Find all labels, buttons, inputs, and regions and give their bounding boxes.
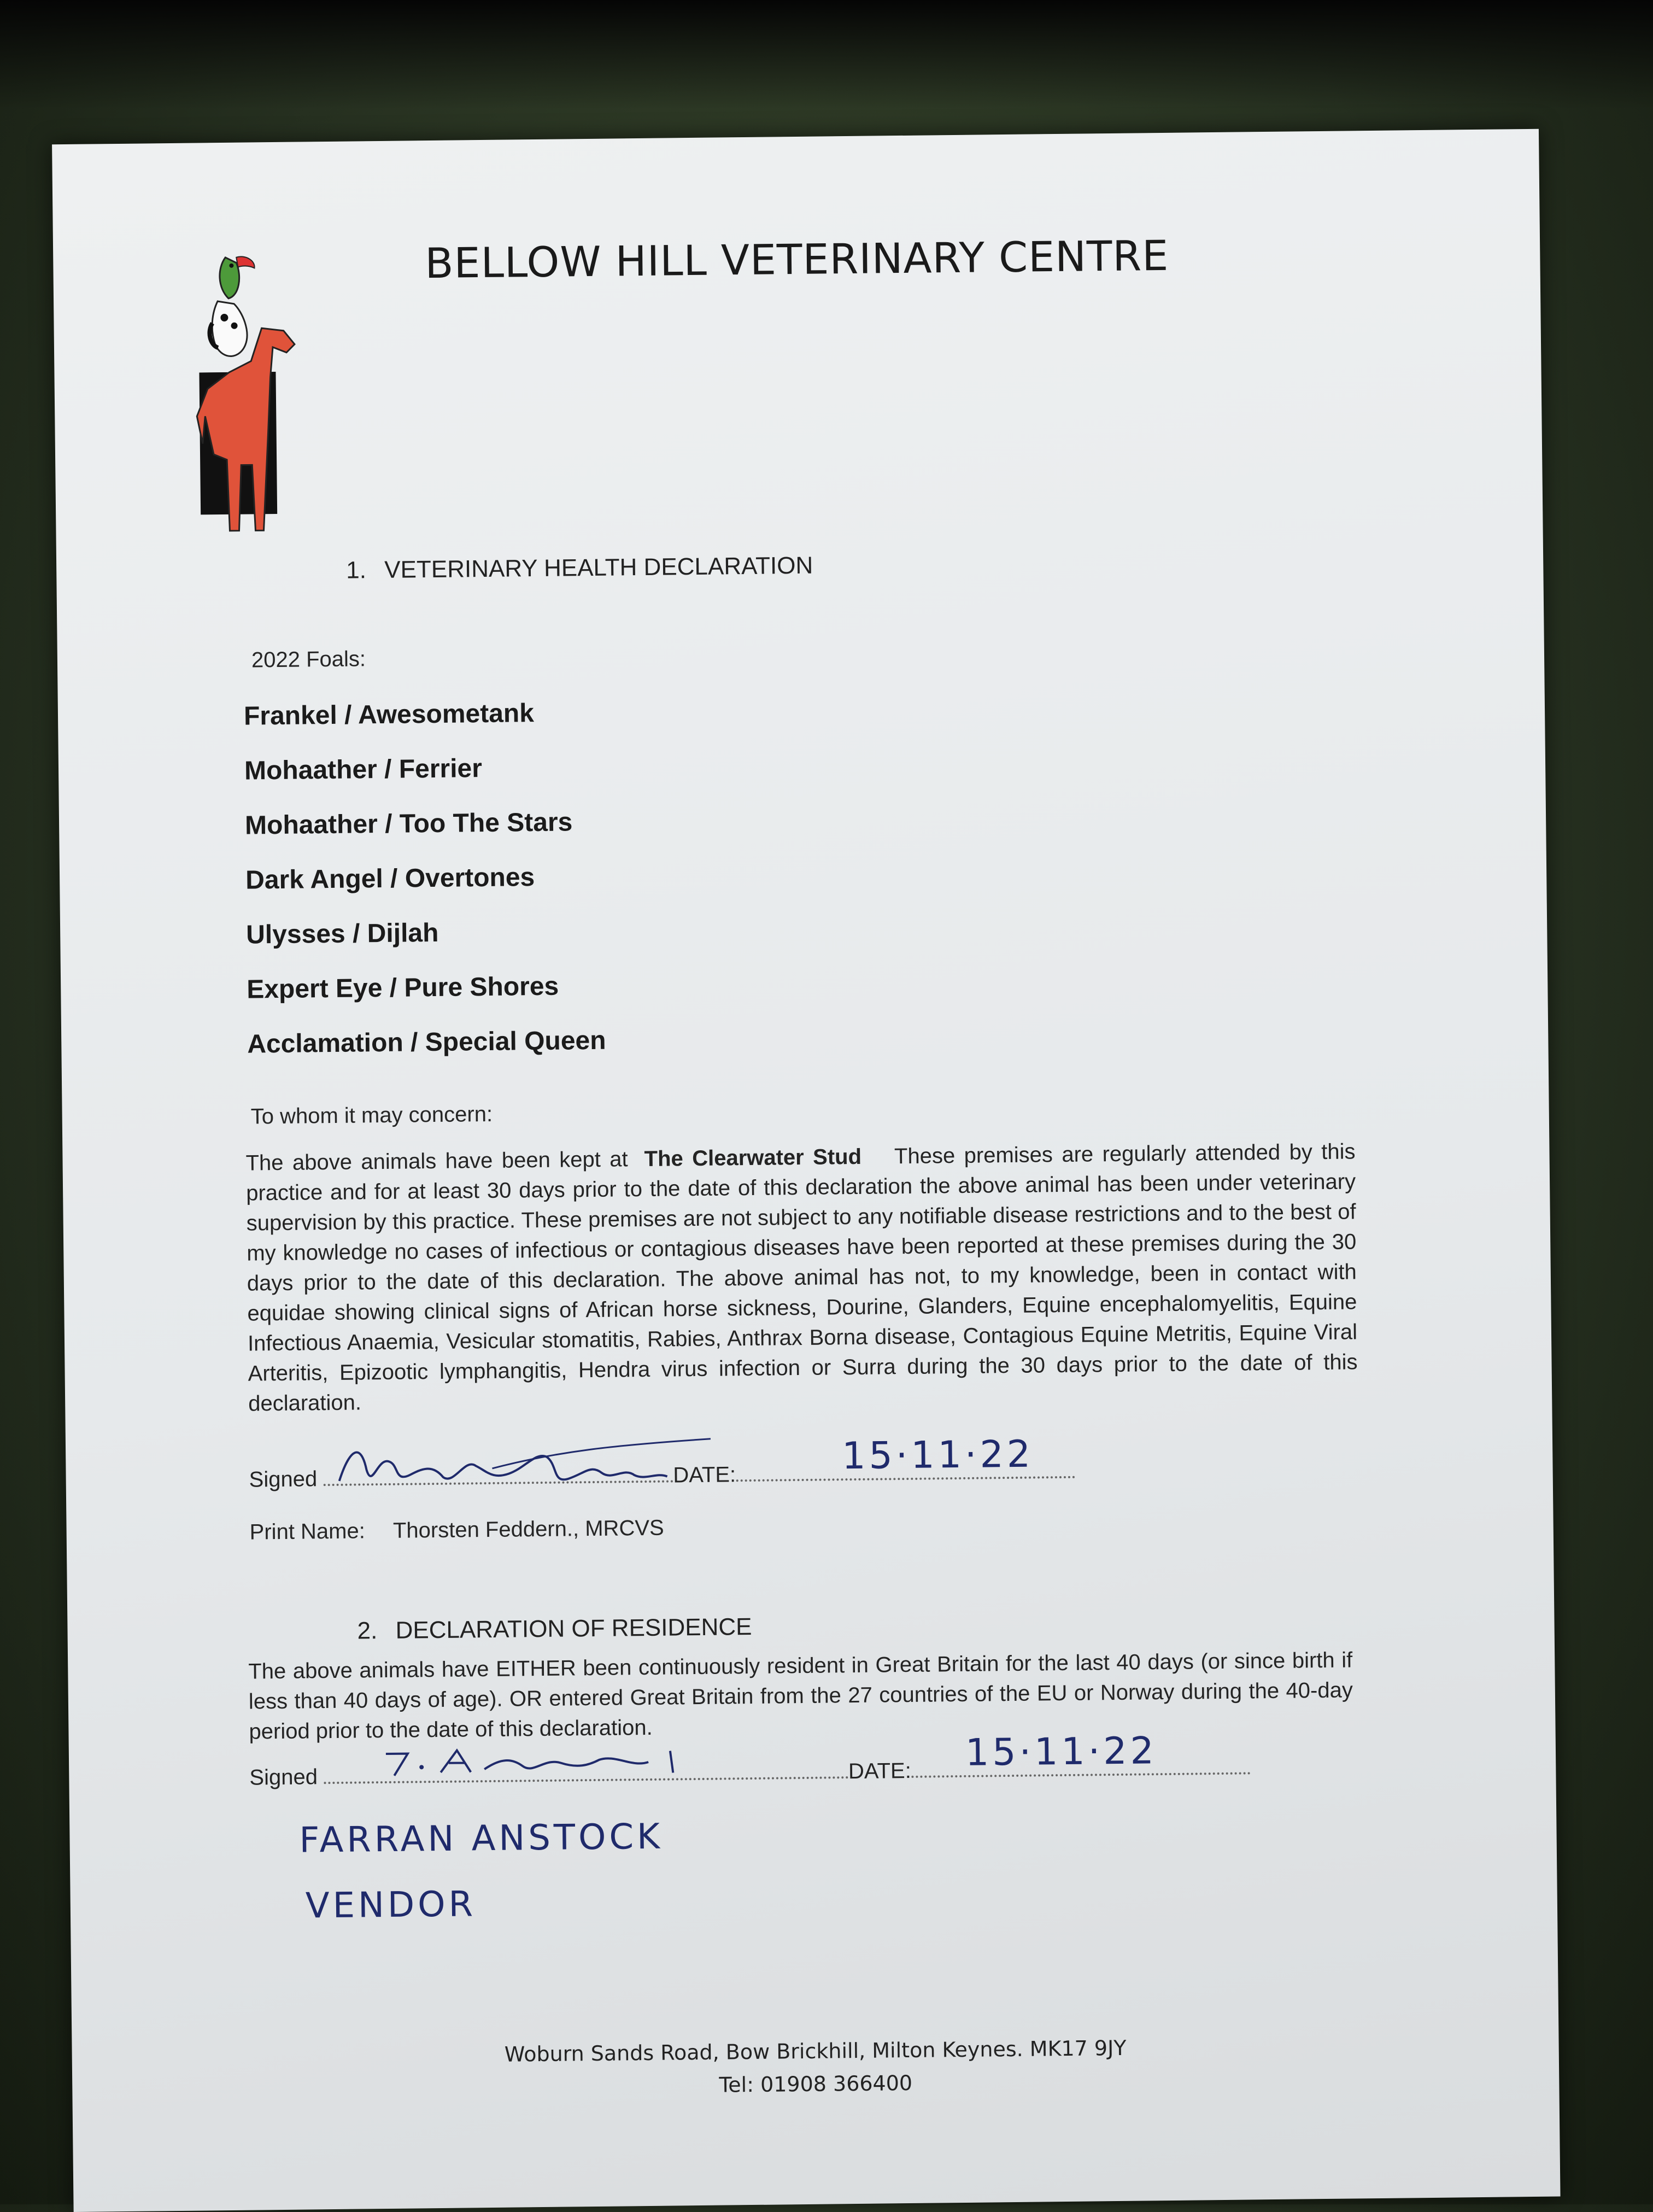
vendor-name-handwritten: FARRAN ANSTOCK (299, 1816, 664, 1861)
foal-item: Mohaather / Ferrier (244, 754, 483, 786)
vet-date-handwritten: 15·11·22 (841, 1432, 1034, 1478)
section-2-title: DECLARATION OF RESIDENCE (395, 1613, 752, 1644)
foal-list (244, 681, 1013, 1072)
print-name-label: Print Name: (249, 1519, 366, 1544)
print-name-row (249, 1516, 664, 1545)
document-page (52, 129, 1560, 2212)
foal-item: Dark Angel / Overtones (245, 863, 535, 895)
vendor-signature (375, 1734, 769, 1787)
clinic-logo (179, 235, 319, 542)
residence-declaration-text: The above animals have EITHER been continuously resident in Great Britain for the last 40 days (or since birth if less than 40 days of age). OR entered Great Britain from the 27 countries of the EU or Norway during the 40-day period prior to the date of this declaration. (248, 1648, 1353, 1744)
vet-signed-label: Signed (249, 1467, 318, 1492)
vendor-date-label: DATE: (848, 1758, 912, 1784)
vendor-role-handwritten: VENDOR (305, 1884, 477, 1927)
footer-address: Woburn Sands Road, Bow Brickhill, Milton Keynes. MK17 9JY (504, 2035, 1127, 2067)
section-2-number: 2. (357, 1617, 378, 1645)
vet-date-label: DATE: (673, 1462, 736, 1488)
foal-item: Expert Eye / Pure Shores (247, 972, 559, 1004)
health-declaration-text (245, 1137, 1358, 1419)
premises-name: The Clearwater Stud (644, 1144, 862, 1171)
vendor-date-handwritten: 15·11·22 (965, 1729, 1158, 1775)
vendor-signed-label: Signed (249, 1765, 318, 1790)
print-name-value: Thorsten Feddern., MRCVS (392, 1515, 664, 1543)
section-1-number: 1. (346, 557, 367, 584)
foal-item: Frankel / Awesometank (243, 699, 535, 731)
declaration-body: These premises are regularly attended by this practice and for at least 30 days prior to the date of this declaration the above animal has been under veterinary supervision by this practice. These premises are not subject to any notifiable disease restrictions and to the best of my knowledge no cases of infectious or contagious diseases have been reported at these premises during the 30 days prior to the date of this declaration. The above animal has not, to my knowledge, been in contact with equidae showing clinical signs of African horse sickness, Dourine, Glanders, Equine encephalomyelitis, Equine Infectious Anaemia, Vesicular stomatitis, Rabies, Anthrax Borna disease, Contagious Equine Metritis, Equine Viral Arteritis, Epizootic lymphangitis, Hendra virus infection or Surra during the 30 days prior to the date of this declaration. (245, 1139, 1358, 1416)
footer-tel: Tel: 01908 366400 (719, 2070, 913, 2097)
foals-label: 2022 Foals: (251, 647, 366, 672)
foal-item: Mohaather / Too The Stars (244, 807, 573, 840)
section-1-title: VETERINARY HEALTH DECLARATION (384, 552, 813, 583)
background-shadow (0, 0, 1653, 109)
foal-item: Ulysses / Dijlah (245, 918, 439, 950)
section-2-heading (357, 1613, 752, 1645)
declaration-intro: The above animals have been kept at (245, 1147, 628, 1175)
clinic-name: BELLOW HILL VETERINARY CENTRE (424, 231, 1169, 288)
vet-signature (328, 1433, 744, 1497)
foal-item: Acclamation / Special Queen (247, 1026, 606, 1059)
section-1-heading (346, 552, 813, 584)
salutation: To whom it may concern: (250, 1102, 493, 1129)
